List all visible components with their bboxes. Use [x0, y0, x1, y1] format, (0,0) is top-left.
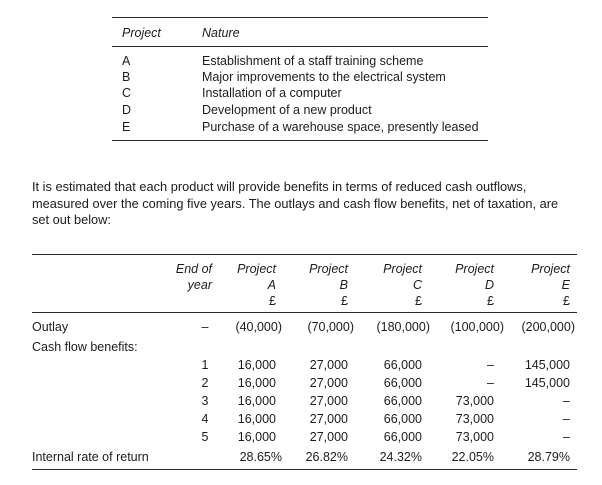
value-cell: 16,000	[237, 358, 276, 372]
currency-label: £	[415, 294, 422, 308]
project-nature: Installation of a computer	[202, 86, 342, 100]
irr-value: 28.65%	[239, 450, 282, 464]
value-cell: –	[563, 394, 570, 408]
project-nature: Major improvements to the electrical system	[202, 70, 446, 84]
value-cell: 16,000	[237, 394, 276, 408]
project-letter: C	[122, 86, 132, 100]
project-nature: Development of a new product	[202, 103, 372, 117]
year-cell: 5	[201, 430, 209, 444]
irr-value: 28.79%	[527, 450, 570, 464]
top-table-rule-bottom	[112, 140, 488, 141]
outlay-label: Outlay	[32, 320, 69, 334]
value-cell: –	[487, 358, 494, 372]
value-cell: 73,000	[455, 430, 494, 444]
currency-label: £	[269, 294, 276, 308]
outlay-value: (70,000)	[307, 320, 354, 334]
value-cell: 66,000	[383, 412, 422, 426]
project-letter: D	[122, 103, 132, 117]
cash-table-rule-top	[32, 254, 577, 255]
value-cell: 16,000	[237, 430, 276, 444]
value-cell: 66,000	[383, 358, 422, 372]
value-cell: 145,000	[524, 358, 570, 372]
value-cell: 16,000	[237, 376, 276, 390]
project-title: Project	[383, 262, 422, 276]
outlay-value: (200,000)	[521, 320, 575, 334]
value-cell: –	[563, 430, 570, 444]
project-letter: B	[122, 70, 131, 84]
value-cell: 27,000	[309, 430, 348, 444]
irr-value: 22.05%	[451, 450, 494, 464]
currency-label: £	[563, 294, 570, 308]
year-cell: 2	[201, 376, 209, 390]
body-paragraph: It is estimated that each product will provide benefits in terms of reduced cash outflows, measured over the coming five years. The outlays and cash flow benefits, net of taxation, are set out below:	[32, 179, 559, 228]
cash-flow-benefits-label: Cash flow benefits:	[32, 340, 138, 354]
project-header: Project	[122, 26, 161, 40]
irr-value: 24.32%	[379, 450, 422, 464]
outlay-value: (100,000)	[450, 320, 504, 334]
project-title: Project	[455, 262, 494, 276]
currency-label: £	[341, 294, 348, 308]
top-table-rule-top	[112, 17, 488, 18]
irr-label: Internal rate of return	[32, 450, 149, 464]
project-letter: A	[122, 54, 131, 68]
value-cell: 27,000	[309, 376, 348, 390]
value-cell: 73,000	[455, 412, 494, 426]
value-cell: 73,000	[455, 394, 494, 408]
value-cell: 27,000	[309, 412, 348, 426]
project-letter: D	[484, 278, 494, 292]
value-cell: 145,000	[524, 376, 570, 390]
project-title: Project	[309, 262, 348, 276]
value-cell: 27,000	[309, 394, 348, 408]
project-letter: B	[339, 278, 348, 292]
project-title: Project	[531, 262, 570, 276]
cash-table-rule-header	[32, 312, 577, 313]
currency-label: £	[487, 294, 494, 308]
outlay-value: (40,000)	[235, 320, 282, 334]
end-of-year-header-1: End of	[175, 262, 212, 276]
year-cell: 3	[201, 394, 209, 408]
project-letter: E	[561, 278, 570, 292]
value-cell: 66,000	[383, 430, 422, 444]
value-cell: –	[563, 412, 570, 426]
outlay-value: (180,000)	[376, 320, 430, 334]
end-of-year-header-2: year	[187, 278, 212, 292]
cash-table-rule-bottom	[32, 469, 577, 470]
project-letter: C	[412, 278, 422, 292]
project-title: Project	[237, 262, 276, 276]
value-cell: –	[487, 376, 494, 390]
project-nature: Purchase of a warehouse space, presently leased	[202, 120, 479, 134]
year-cell: 1	[201, 358, 209, 372]
nature-header: Nature	[202, 26, 240, 40]
top-table-rule-header	[112, 46, 488, 47]
project-letter: A	[267, 278, 276, 292]
value-cell: 27,000	[309, 358, 348, 372]
irr-value: 26.82%	[305, 450, 348, 464]
value-cell: 66,000	[383, 394, 422, 408]
year-cell: 4	[201, 412, 209, 426]
project-nature: Establishment of a staff training scheme	[202, 54, 424, 68]
value-cell: 16,000	[237, 412, 276, 426]
value-cell: 66,000	[383, 376, 422, 390]
project-letter: E	[122, 120, 131, 134]
outlay-year: –	[201, 320, 209, 334]
